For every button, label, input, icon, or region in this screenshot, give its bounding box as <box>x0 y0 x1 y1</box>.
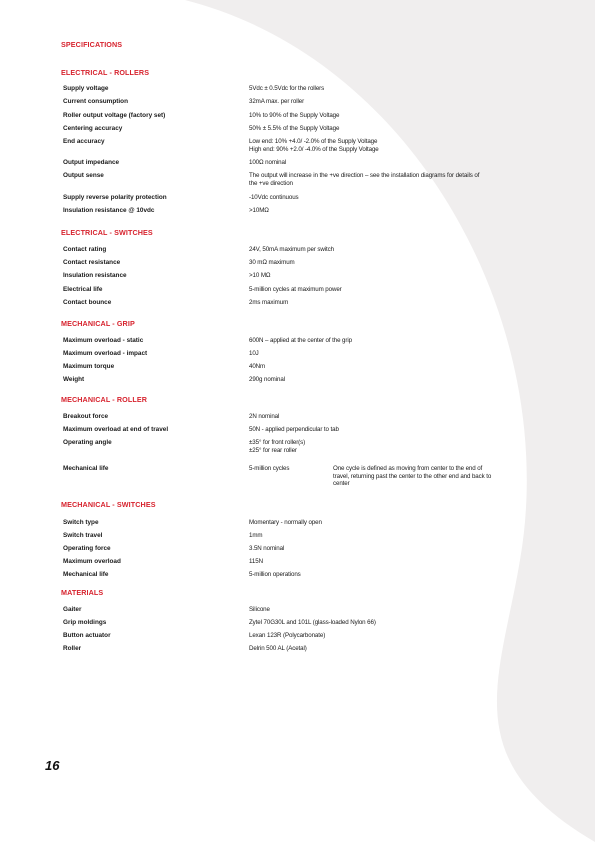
section-title-electrical-rollers: ELECTRICAL - ROLLERS <box>61 68 150 77</box>
spec-label: Contact resistance <box>63 259 121 266</box>
spec-value-multiline <box>249 439 534 455</box>
spec-value-line: High end: 90% +2.0/ -4.0% of the Supply Voltage <box>249 146 379 153</box>
spec-value: -10Vdc continuous <box>249 194 299 201</box>
section-title-mechanical-roller: MECHANICAL - ROLLER <box>61 395 148 404</box>
spec-label: Mechanical life <box>63 571 109 578</box>
section-title-electrical-switches: ELECTRICAL - SWITCHES <box>61 228 153 237</box>
spec-label: End accuracy <box>63 138 105 145</box>
spec-value: 2N nominal <box>249 413 280 420</box>
spec-value: Lexan 123R (Polycarbonate) <box>249 632 326 639</box>
spec-label: Roller <box>63 645 82 652</box>
spec-value-line: the +ve direction <box>249 180 293 187</box>
spec-label: Output impedance <box>63 159 120 166</box>
spec-value: >10MΩ <box>249 207 269 214</box>
spec-value: 5-million cycles at maximum power <box>249 286 342 293</box>
spec-value: 30 mΩ maximum <box>249 259 295 266</box>
spec-label: Insulation resistance <box>63 272 127 279</box>
spec-value: 24V, 50mA maximum per switch <box>249 246 335 253</box>
spec-value: 10J <box>249 350 259 357</box>
spec-value: Silicone <box>249 606 270 613</box>
spec-label: Operating force <box>63 545 111 552</box>
spec-value-line: Low end: 10% +4.0/ -2.0% of the Supply Voltage <box>249 138 378 145</box>
spec-label: Current consumption <box>63 98 128 105</box>
spec-value: 5-million operations <box>249 571 301 578</box>
spec-label: Breakout force <box>63 413 109 420</box>
spec-value: 10% to 90% of the Supply Voltage <box>249 112 340 119</box>
section-title-mechanical-switches: MECHANICAL - SWITCHES <box>61 500 156 509</box>
spec-label: Roller output voltage (factory set) <box>63 112 166 119</box>
spec-value: 5-million cycles <box>249 465 290 472</box>
spec-label: Button actuator <box>63 632 111 639</box>
page-number: 16 <box>45 758 60 773</box>
spec-value: 3.5N nominal <box>249 545 285 552</box>
spec-value: 2ms maximum <box>249 299 289 306</box>
spec-label: Gaiter <box>63 606 82 613</box>
spec-value: 600N – applied at the center of the grip <box>249 337 352 344</box>
spec-label: Contact bounce <box>63 299 112 306</box>
spec-value: Zytel 70G30L and 101L (glass-loaded Nylon 66) <box>249 619 376 626</box>
spec-label: Switch travel <box>63 532 103 539</box>
spec-label: Electrical life <box>63 286 103 293</box>
spec-label: Maximum torque <box>63 363 115 370</box>
spec-value-multiline <box>249 138 534 154</box>
spec-label: Maximum overload <box>63 558 121 565</box>
spec-value: >10 MΩ <box>249 272 271 279</box>
spec-value: 115N <box>249 558 263 565</box>
spec-label: Maximum overload - impact <box>63 350 148 357</box>
spec-value: 50N - applied perpendicular to tab <box>249 426 339 433</box>
section-title-materials: MATERIALS <box>61 588 104 597</box>
spec-label: Mechanical life <box>63 465 109 472</box>
spec-label: Switch type <box>63 519 99 526</box>
spec-value: 40Nm <box>249 363 266 370</box>
spec-value: 100Ω nominal <box>249 159 287 166</box>
spec-value: 50% ± 5.5% of the Supply Voltage <box>249 125 340 132</box>
spec-value-line: ±35° for front roller(s) <box>249 439 306 446</box>
spec-label: Centering accuracy <box>63 125 123 132</box>
spec-note-line: travel, returning past the center to the other end and back to <box>333 472 492 480</box>
spec-label: Supply reverse polarity protection <box>63 194 167 201</box>
section-title-mechanical-grip: MECHANICAL - GRIP <box>61 319 135 328</box>
spec-label: Operating angle <box>63 439 112 446</box>
spec-value: Momentary - normally open <box>249 519 322 526</box>
spec-label: Maximum overload - static <box>63 337 144 344</box>
spec-value: 290g nominal <box>249 376 285 383</box>
spec-value: Delrin 500 AL (Acetal) <box>249 645 307 652</box>
spec-label: Contact rating <box>63 246 107 253</box>
spec-label: Insulation resistance @ 10vdc <box>63 207 155 214</box>
spec-label: Supply voltage <box>63 85 109 92</box>
spec-note-multiline <box>333 465 523 488</box>
spec-value: 32mA max. per roller <box>249 98 305 105</box>
spec-note-line: One cycle is defined as moving from center to the end of <box>333 465 483 472</box>
spec-value-multiline <box>249 172 534 188</box>
spec-value-line: ±25° for rear roller <box>249 447 297 454</box>
spec-label: Grip moldings <box>63 619 107 626</box>
spec-value-line: The output will increase in the +ve direction – see the installation diagrams for details of <box>249 172 480 179</box>
spec-value: 5Vdc ± 0.5Vdc for the rollers <box>249 85 325 92</box>
spec-note-line: center <box>333 480 350 487</box>
spec-label: Output sense <box>63 172 104 179</box>
page-header: SPECIFICATIONS <box>61 40 123 49</box>
spec-label: Weight <box>63 376 85 383</box>
spec-value: 1mm <box>249 532 263 539</box>
spec-label: Maximum overload at end of travel <box>63 426 169 433</box>
